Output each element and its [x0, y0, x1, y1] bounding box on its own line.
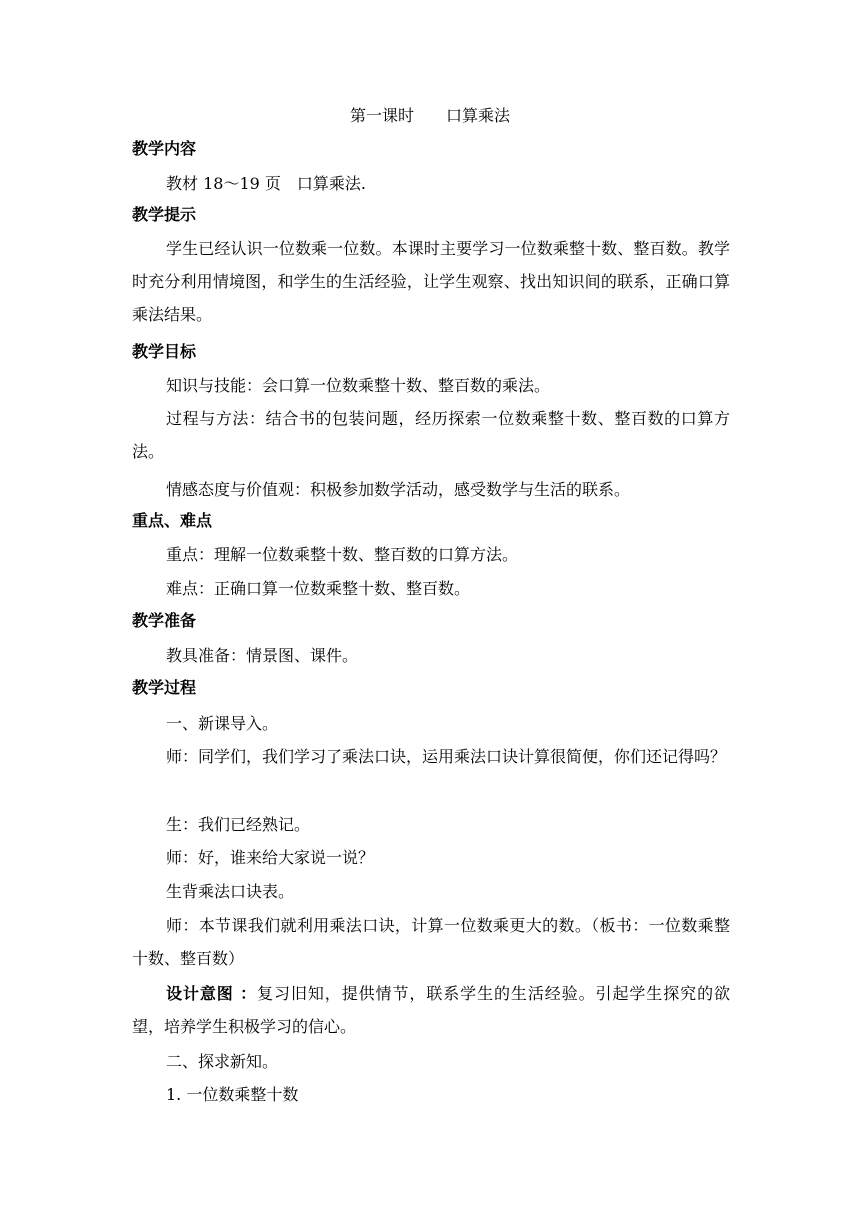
process-item: 师：同学们，我们学习了乘法口诀，运用乘法口诀计算很简便，你们还记得吗？ [166, 747, 727, 766]
heading-teaching-hint: 教学提示 [132, 205, 197, 224]
heading-teaching-content: 教学内容 [132, 139, 197, 158]
heading-teaching-process: 教学过程 [132, 678, 197, 697]
heading-key-points: 重点、难点 [132, 511, 213, 530]
content-text: 教材 18～19 页 口算乘法. [166, 174, 366, 193]
heading-teaching-goals: 教学目标 [132, 342, 197, 361]
process-item: 二、探求新知。 [166, 1052, 279, 1071]
heading-preparation: 教学准备 [132, 611, 197, 630]
process-item: 1. 一位数乘整十数 [166, 1085, 299, 1104]
design-intent-text: 复习旧知，提供情节，联系学生的生活经验。引起学生探究的欲望，培养学生积极学习的信心。 [132, 984, 730, 1036]
goal-item: 过程与方法：结合书的包装问题，经历探索一位数乘整十数、整百数的口算方法。 [132, 409, 730, 461]
process-item: 生背乘法口诀表。 [166, 882, 295, 901]
process-item: 一、新课导入。 [166, 714, 279, 733]
design-intent [132, 977, 730, 1043]
key-point-item: 难点：正确口算一位数乘整十数、整百数。 [166, 579, 471, 598]
goal-item: 情感态度与价值观：积极参加数学活动，感受数学与生活的联系。 [166, 480, 631, 499]
goal-item: 知识与技能：会口算一位数乘整十数、整百数的乘法。 [166, 376, 551, 395]
hint-text: 学生已经认识一位数乘一位数。本课时主要学习一位数乘整十数、整百数。教学时充分利用情境图，和学生的生活经验，让学生观察、找出知识间的联系，正确口算乘法结果。 [132, 239, 730, 324]
preparation-text: 教具准备：情景图、课件。 [166, 646, 359, 665]
process-item: 师：好，谁来给大家说一说？ [166, 848, 375, 867]
process-item: 师：本节课我们就利用乘法口诀，计算一位数乘更大的数。（板书：一位数乘整十数、整百数） [132, 916, 730, 968]
process-item: 生：我们已经熟记。 [166, 815, 311, 834]
design-intent-label: 设计意图 ： [166, 984, 258, 1003]
lesson-title: 第一课时 口算乘法 [349, 106, 510, 125]
key-point-item: 重点：理解一位数乘整十数、整百数的口算方法。 [166, 545, 519, 564]
